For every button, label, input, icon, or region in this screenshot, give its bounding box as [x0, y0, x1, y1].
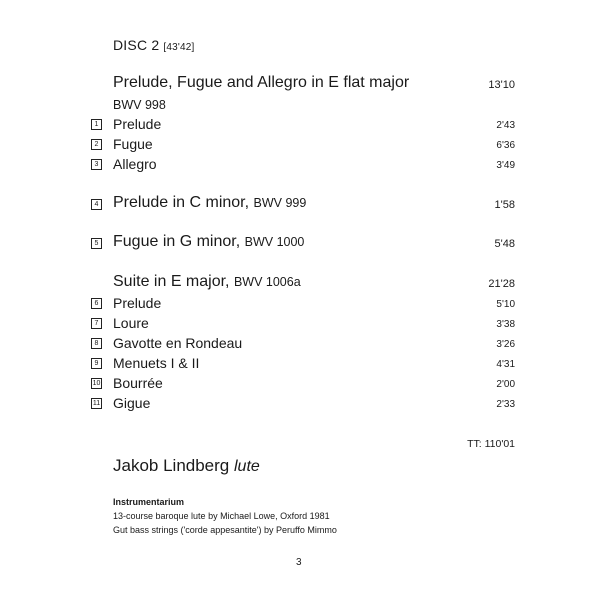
track-name: Gigue [113, 395, 151, 411]
instrumentarium-line: Gut bass strings ('corde appesantite') by Peruffo Mimmo [113, 525, 337, 535]
track-name: Allegro [113, 156, 157, 172]
track-name: Prelude [113, 295, 162, 311]
catalog-number: BWV 1000 [244, 235, 305, 249]
artist-instrument: lute [234, 458, 260, 475]
disc-label: DISC 2 [113, 37, 160, 53]
track-number-box: 2 [91, 139, 102, 150]
work-catalog-bwv998 [113, 96, 166, 114]
track-time: 4'31 [496, 359, 515, 370]
track-name: Fugue [113, 136, 153, 152]
track-time: 2'43 [496, 120, 515, 131]
disc-header [113, 37, 195, 53]
track-number-box: 9 [91, 358, 102, 369]
track-number-box: 11 [92, 400, 101, 407]
instrumentarium-heading: Instrumentarium [113, 497, 185, 507]
track-number-box: 7 [91, 318, 102, 329]
disc-duration: [43'42] [163, 42, 195, 53]
track-name: Menuets I & II [113, 355, 200, 371]
track-time: 5'10 [496, 299, 515, 310]
track-number-box: 10 [92, 380, 101, 387]
work-title-bwv1006a [113, 273, 301, 291]
work-total-bwv1000: 5'48 [494, 238, 515, 250]
track-name: Loure [113, 315, 149, 331]
track-number-box: 3 [91, 159, 102, 170]
track-name: Gavotte en Rondeau [113, 335, 243, 351]
work-total-bwv1006a: 21'28 [488, 278, 515, 290]
work-title-bwv1000 [113, 233, 304, 251]
artist-credit [113, 456, 260, 476]
track-name: Bourrée [113, 375, 163, 391]
instrumentarium-line: 13-course baroque lute by Michael Lowe, Oxford 1981 [113, 511, 330, 521]
artist-name: Jakob Lindberg [113, 456, 230, 475]
work-total-bwv999: 1'58 [494, 199, 515, 211]
track-time: 6'36 [496, 140, 515, 151]
work-title-text: Prelude in C minor, [113, 194, 250, 211]
track-number-box: 1 [91, 119, 102, 130]
total-time: TT: 110'01 [467, 438, 515, 450]
track-name: Prelude [113, 116, 162, 132]
track-number-box: 6 [91, 298, 102, 309]
work-title-bwv999 [113, 194, 306, 212]
work-title-bwv998: Prelude, Fugue and Allegro in E flat major [113, 74, 410, 91]
track-time: 2'00 [496, 379, 515, 390]
track-number-box: 5 [91, 238, 102, 249]
track-number-box: 4 [91, 199, 102, 210]
catalog-number: BWV 998 [113, 98, 166, 112]
track-time: 3'49 [496, 160, 515, 171]
work-total-bwv998: 13'10 [488, 79, 515, 91]
track-time: 2'33 [496, 399, 515, 410]
work-title-text: Fugue in G minor, [113, 233, 241, 250]
catalog-number: BWV 999 [253, 196, 307, 210]
track-time: 3'26 [496, 339, 515, 350]
page-number: 3 [296, 557, 302, 568]
work-title-text: Suite in E major, [113, 273, 230, 290]
catalog-number: BWV 1006a [233, 275, 301, 289]
track-number-box: 8 [91, 338, 102, 349]
track-time: 3'38 [496, 319, 515, 330]
